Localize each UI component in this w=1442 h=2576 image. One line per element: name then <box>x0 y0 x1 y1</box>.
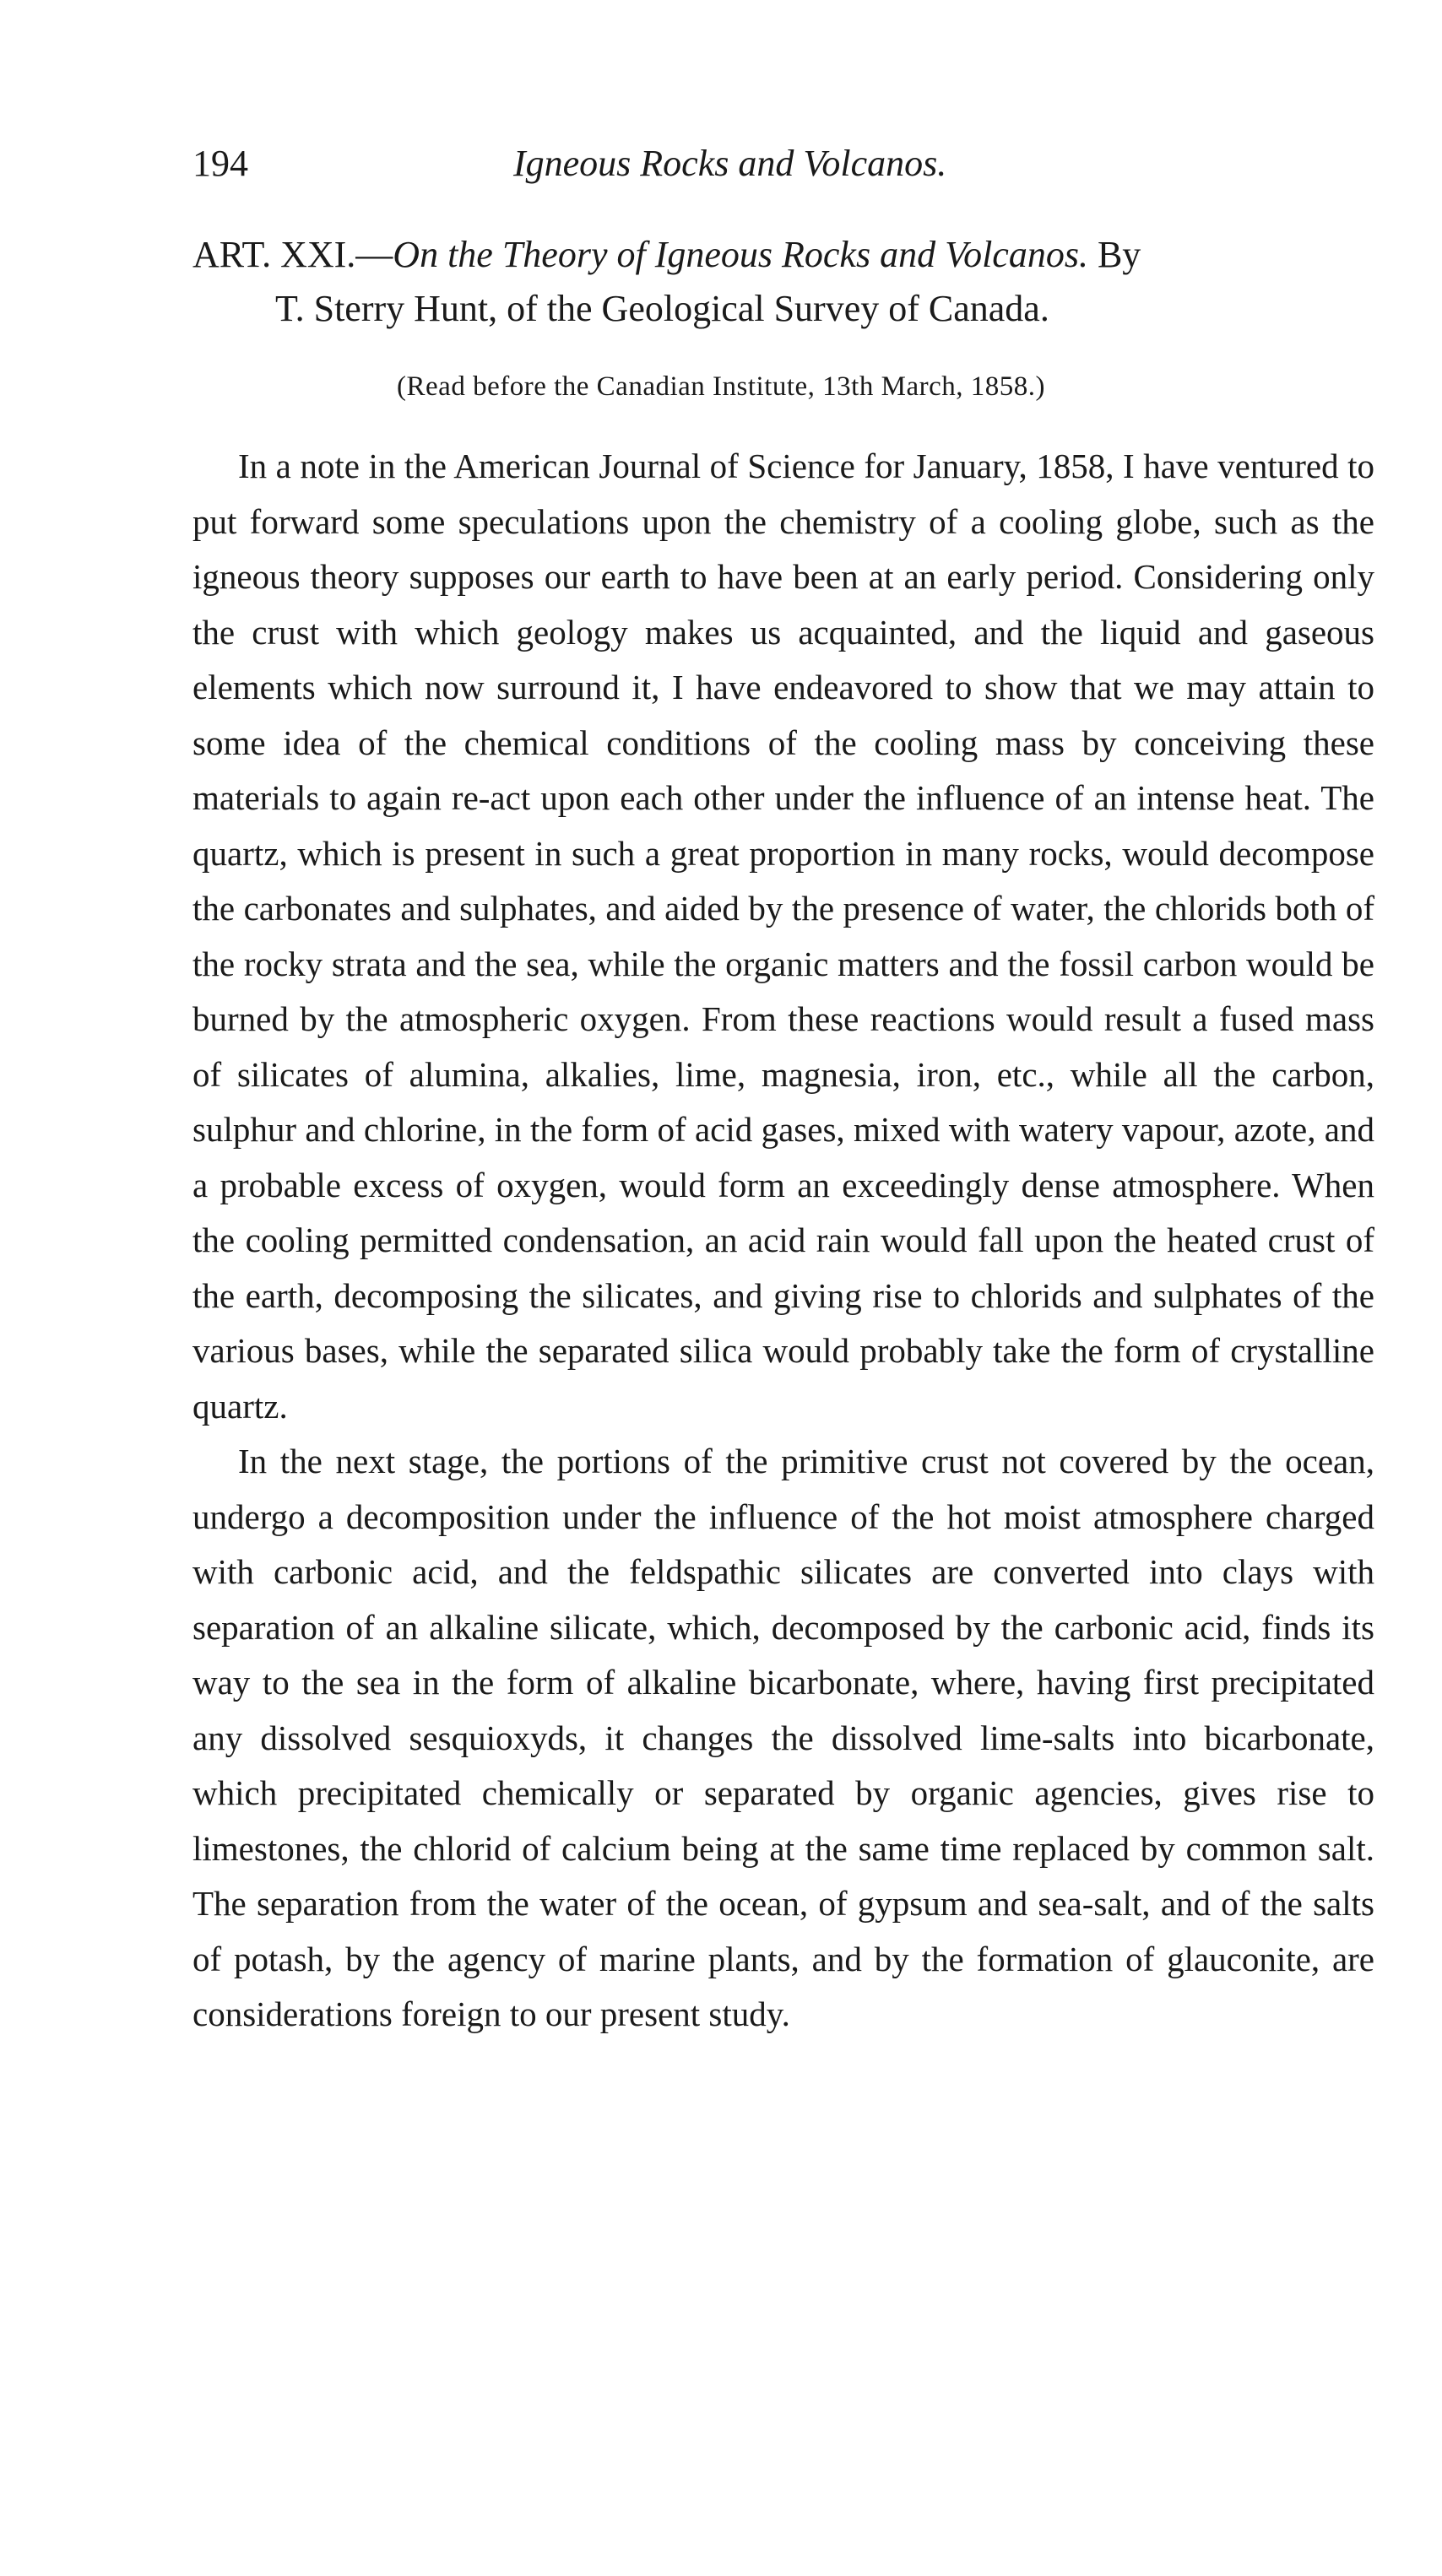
article-by: By <box>1087 234 1141 275</box>
article-heading-line <box>192 228 1374 282</box>
paragraph: In the next stage, the portions of the primitive crust not covered by the ocean, undergo a decomposition under the influence of the hot moist atmosphere charged with carbonic acid, and the feldspathic silicates are converted into clays with separation of an alkaline silicate, which, decomposed by the carbonic acid, finds its way to the sea in the form of alkaline bicarbonate, where, having first precipitated any dissolved sesquioxyds, it changes the dissolved lime-salts into bicarbonate, which precipitated chemically or separated by organic agencies, gives rise to limestones, the chlorid of calcium being at the same time replaced by common salt. The separation from the water of the ocean, of gypsum and sea-salt, and of the salts of potash, by the agency of marine plants, and by the formation of glauconite, are considerations foreign to our present study. <box>192 1442 1374 2033</box>
article-author: T. Sterry Hunt, of the Geological Survey of Canada. <box>275 288 1049 329</box>
paragraph: In a note in the American Journal of Science for January, 1858, I have ventured to put forward some speculations upon the chemistry of a cooling globe, such as the igneous theory supposes our earth to have been at an early period. Considering only the crust with which geology makes us acquainted, and the liquid and gaseous elements which now surround it, I have endeavored to show that we may attain to some idea of the chemical conditions of the cooling mass by conceiving these materials to again re-act upon each other under the influence of an intense heat. The quartz, which is present in such a great proportion in many rocks, would decompose the carbonates and sulphates, and aided by the presence of water, the chlorids both of the rocky strata and the sea, while the organic matters and the fossil carbon would be burned by the atmospheric oxygen. From these reactions would result a fused mass of silicates of alumina, alkalies, lime, magnesia, iron, etc., while all the carbon, sulphur and chlorine, in the form of acid gases, mixed with watery vapour, azote, and a probable excess of oxygen, would form an exceedingly dense atmosphere. When the cooling permitted condensation, an acid rain would fall upon the heated crust of the earth, decomposing the silicates, and giving rise to chlorids and sulphates of the various bases, while the separated silica would probably take the form of crystalline quartz. <box>192 446 1374 1426</box>
read-note: (Read before the Canadian Institute, 13th March, 1858.) <box>397 371 1045 402</box>
page-number: 194 <box>192 143 248 184</box>
running-head <box>192 142 1332 201</box>
article-heading <box>192 228 1374 336</box>
body-text <box>192 439 1374 2043</box>
article-title: On the Theory of Igneous Rocks and Volcanos. <box>393 234 1088 275</box>
article-label: ART. XXI.— <box>192 234 393 275</box>
running-title: Igneous Rocks and Volcanos. <box>513 143 947 184</box>
